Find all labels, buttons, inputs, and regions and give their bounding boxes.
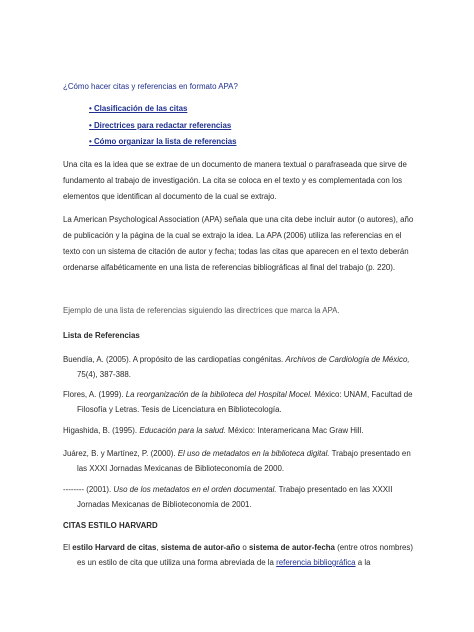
paragraph-apa: La American Psychological Association (APA) señala que una cita debe incluir autor (o autores), año de publicación y la página de la cual se extrajo la idea. La APA (2006) utiliza las referencias en el texto con un sistema de citación de autor y fecha; todas las citas que aparecen en el texto deberán ordenarse alfabéticamente en una lista de referencias bibliográficas al final del trabajo (p. 220). xyxy=(63,215,414,272)
toc-item-organizar[interactable] xyxy=(89,134,236,150)
reference-item: Flores, A. (1999). La reorganización de la biblioteca del Hospital Mocel. México: UNAM, Facultad de Filosofía y Letras. Tesis de Licenciatura en Bibliotecología. xyxy=(63,390,413,414)
toc-link[interactable]: • Cómo organizar la lista de referencias xyxy=(89,137,237,146)
reference-item: Juárez, B. y Martínez, P. (2000). El uso de metadatos en la biblioteca digital. Trabajo presentado en las XXXI Jornadas Mexicanas de Biblioteconomía de 2000. xyxy=(63,449,411,473)
reference-item: Buendía, A. (2005). A propósito de las cardiopatías congénitas. Archivos de Cardiología de México, 75(4), 387-388. xyxy=(63,355,410,379)
page-title: ¿Cómo hacer citas y referencias en formato APA? xyxy=(63,82,238,91)
paragraph-definition: Una cita es la idea que se extrae de un documento de manera textual o parafraseada que sirve de fundamento al trabajo de investigación. La cita se coloca en el texto y es complementada con los elementos que identifican al documento de la cual se extrajo. xyxy=(63,160,407,201)
harvard-heading: CITAS ESTILO HARVARD xyxy=(63,521,158,530)
toc-link[interactable]: • Clasificación de las citas xyxy=(89,104,188,113)
reference-item: Higashida, B. (1995). Educación para la salud. México: Interamericana Mac Graw Hill. xyxy=(63,426,364,435)
list-heading: Lista de Referencias xyxy=(63,331,140,340)
toc-item-directrices[interactable] xyxy=(89,118,231,134)
toc-link[interactable]: • Directrices para redactar referencias xyxy=(89,121,232,130)
paragraph-example: Ejemplo de una lista de referencias siguiendo las directrices que marca la APA. xyxy=(63,306,340,315)
referencia-bibliografica-link[interactable]: referencia bibliográfica xyxy=(276,558,356,567)
toc-item-clasificacion[interactable] xyxy=(89,101,187,117)
paragraph-harvard: El estilo Harvard de citas, sistema de autor-año o sistema de autor-fecha (entre otros nombres) es un estilo de cita que utiliza una forma abreviada de la referencia bibliográfica a la xyxy=(63,543,413,567)
reference-item: -------- (2001). Uso de los metadatos en el orden documental. Trabajo presentado en las XXXII Jornadas Mexicanas de Biblioteconomía de 2001. xyxy=(63,485,393,509)
